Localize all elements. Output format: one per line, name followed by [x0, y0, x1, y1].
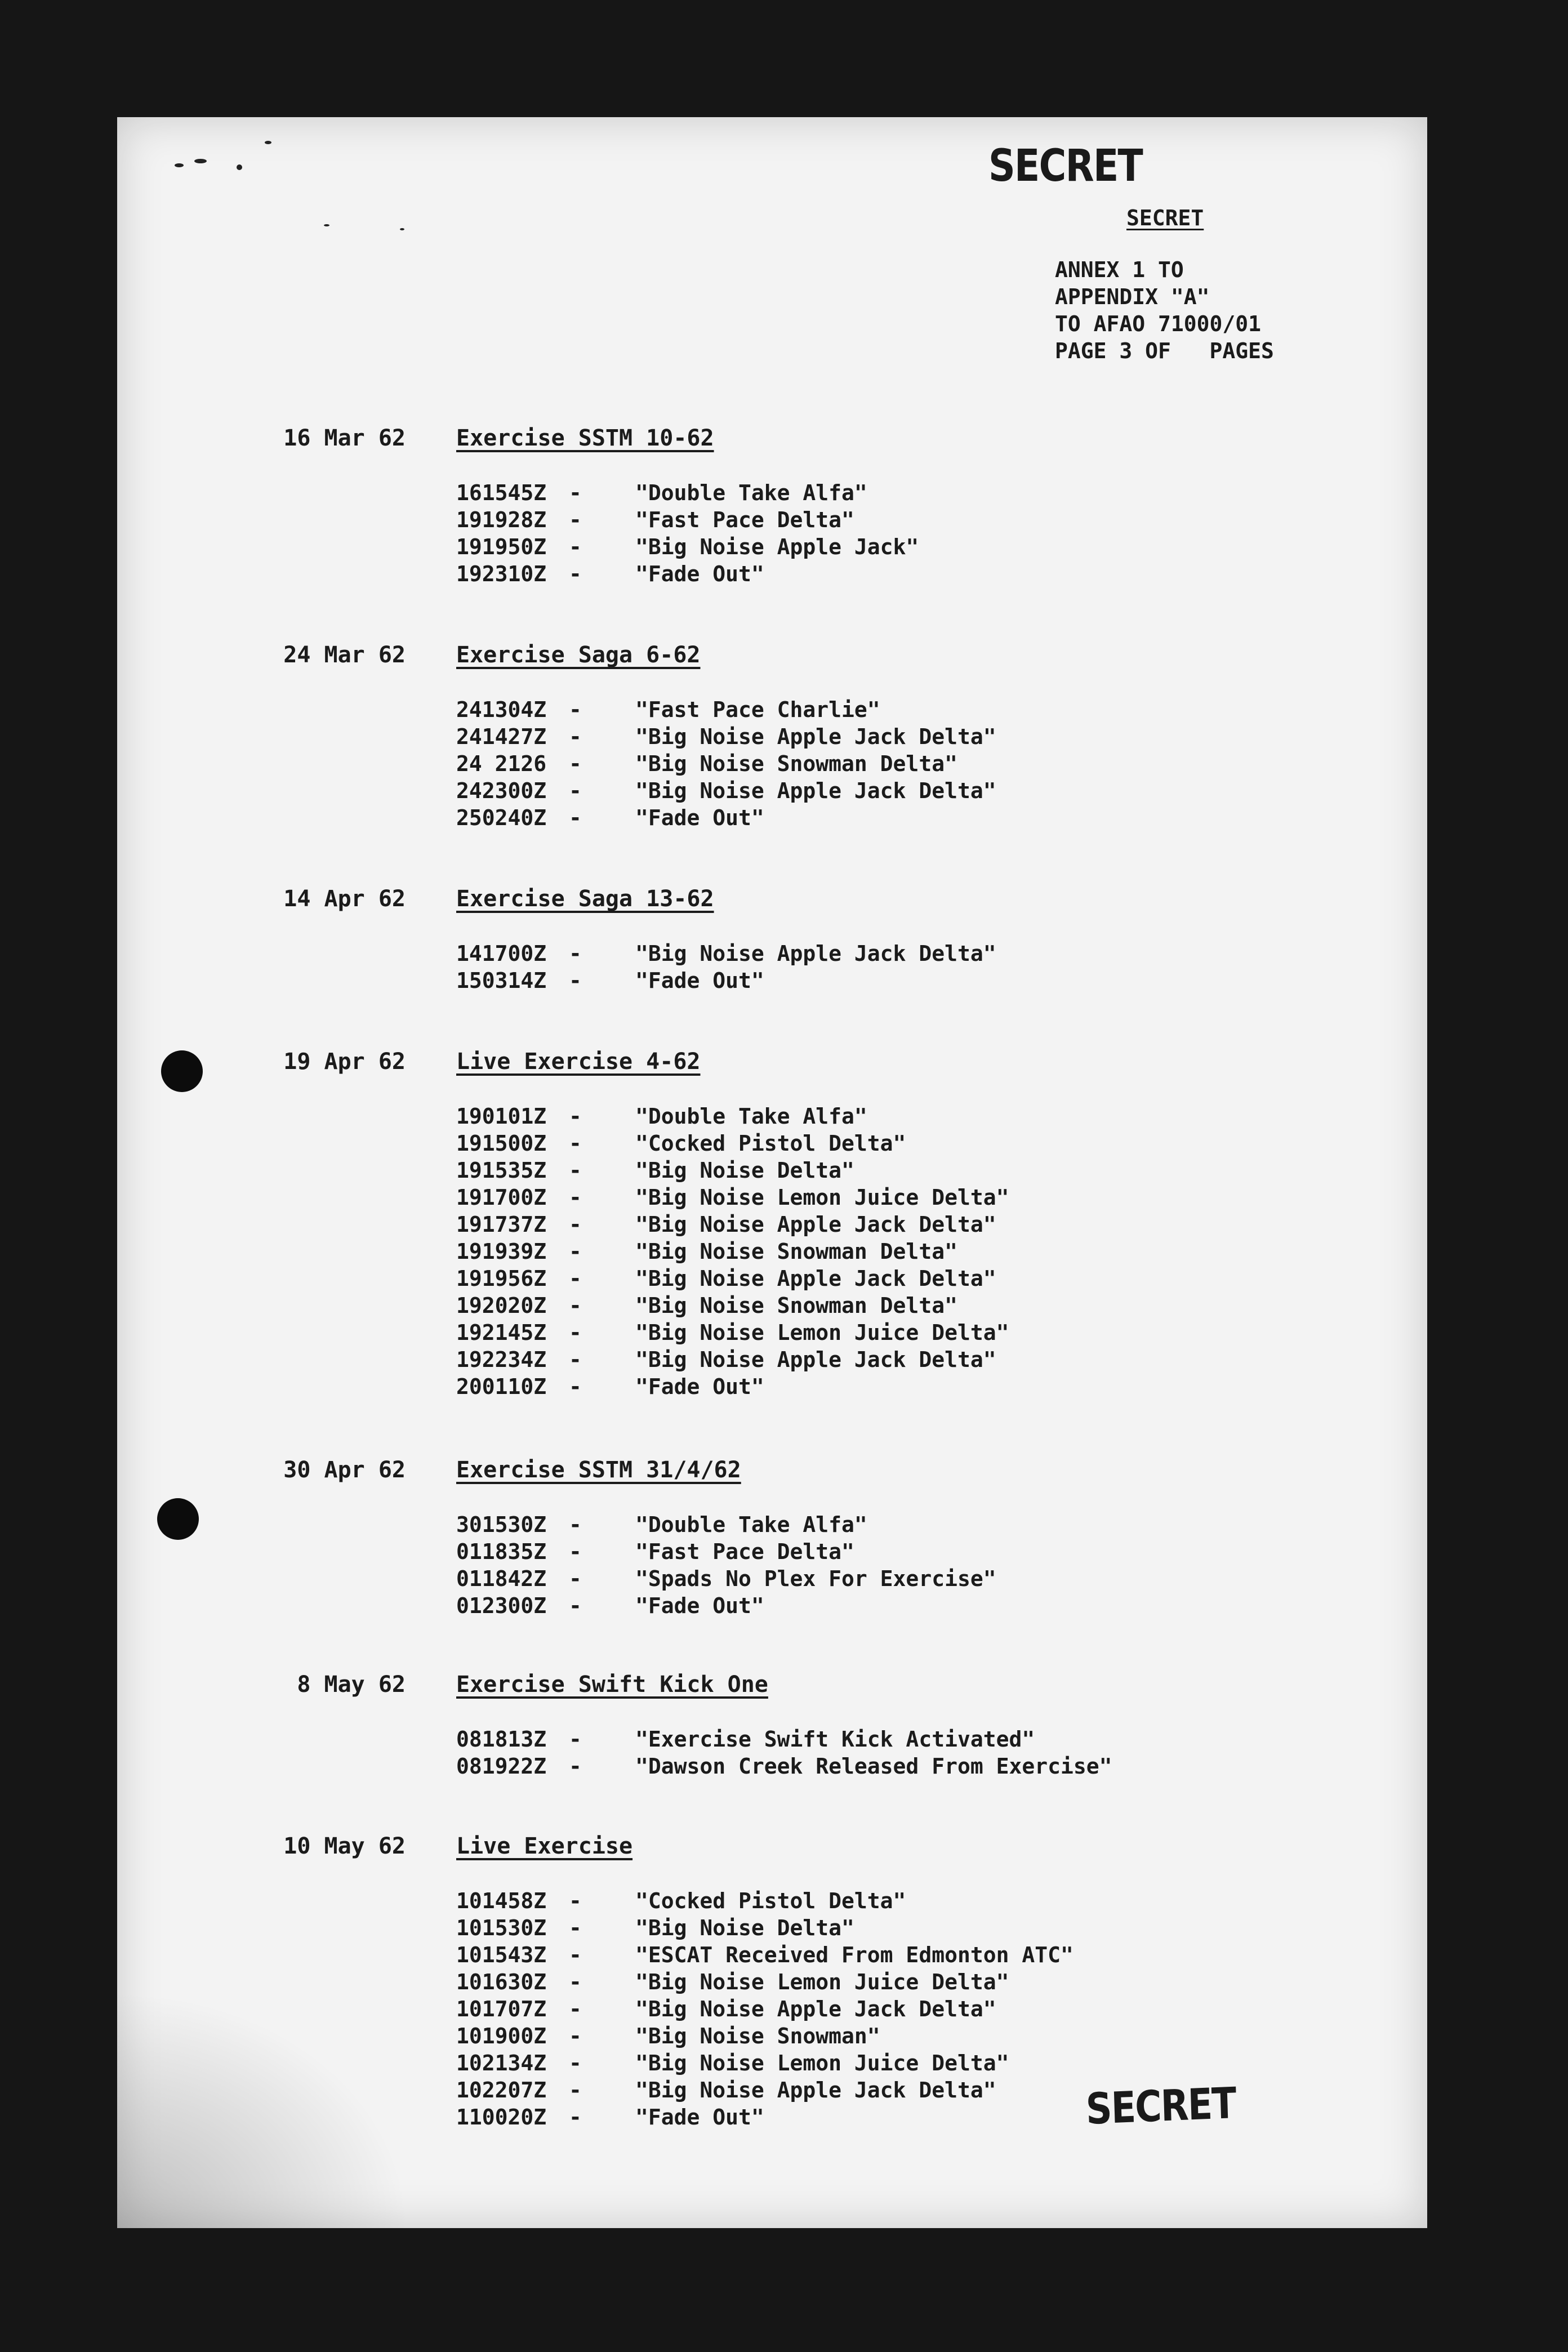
log-time: 191950Z: [456, 534, 547, 559]
annex-line: APPENDIX "A": [1055, 284, 1210, 309]
log-message: "Fade Out": [635, 2105, 764, 2130]
log-dash: -: [569, 1997, 582, 2021]
log-dash: -: [569, 968, 582, 993]
punch-hole-upper: [161, 1050, 203, 1092]
log-message: "Double Take Alfa": [635, 1512, 867, 1537]
log-dash: -: [569, 1512, 582, 1537]
log-dash: -: [569, 2051, 582, 2075]
entry-title: Exercise SSTM 31/4/62: [456, 1457, 741, 1483]
log-message: "Big Noise Snowman": [635, 2024, 880, 2048]
log-dash: -: [569, 1212, 582, 1237]
log-message: "Big Noise Apple Jack Delta": [635, 778, 996, 803]
log-message: "Fade Out": [635, 562, 764, 586]
entry-title: Live Exercise 4-62: [456, 1049, 701, 1075]
log-message: "Big Noise Lemon Juice Delta": [635, 2051, 1009, 2075]
log-message: "Big Noise Lemon Juice Delta": [635, 1185, 1009, 1210]
log-time: 101707Z: [456, 1997, 547, 2021]
ink-speck: [400, 228, 404, 230]
log-message: "Big Noise Apple Jack Delta": [635, 2078, 996, 2102]
log-time: 110020Z: [456, 2105, 547, 2130]
entry-date: 14 Apr 62: [283, 886, 406, 912]
log-message: "Fast Pace Delta": [635, 1539, 854, 1564]
log-message: "Big Noise Apple Jack Delta": [635, 1212, 996, 1237]
entry-date: 10 May 62: [283, 1833, 406, 1859]
log-message: "Double Take Alfa": [635, 1104, 867, 1129]
log-time: 24 2126: [456, 751, 547, 776]
log-time: 192234Z: [456, 1347, 547, 1372]
log-time: 301530Z: [456, 1512, 547, 1537]
log-time: 101458Z: [456, 1888, 547, 1913]
ink-speck: [175, 163, 184, 167]
log-time: 011835Z: [456, 1539, 547, 1564]
classification-label: SECRET: [1126, 206, 1204, 230]
ink-speck: [237, 164, 242, 170]
log-time: 081813Z: [456, 1727, 547, 1752]
log-dash: -: [569, 1104, 582, 1129]
log-time: 161545Z: [456, 480, 547, 505]
log-message: "Big Noise Snowman Delta": [635, 751, 957, 776]
entry-date: 19 Apr 62: [283, 1049, 406, 1075]
log-time: 101530Z: [456, 1916, 547, 1940]
log-dash: -: [569, 1593, 582, 1618]
log-time: 191956Z: [456, 1266, 547, 1291]
log-dash: -: [569, 697, 582, 722]
log-dash: -: [569, 1754, 582, 1779]
log-dash: -: [569, 1185, 582, 1210]
log-message: "Fade Out": [635, 805, 764, 830]
annex-line: TO AFAO 71000/01: [1055, 311, 1262, 336]
log-dash: -: [569, 1888, 582, 1913]
log-dash: -: [569, 1131, 582, 1156]
log-time: 242300Z: [456, 778, 547, 803]
log-dash: -: [569, 2105, 582, 2130]
entry-title: Exercise SSTM 10-62: [456, 425, 714, 451]
secret-stamp-bottom: SECRET: [1085, 2078, 1236, 2134]
log-dash: -: [569, 2024, 582, 2048]
log-dash: -: [569, 805, 582, 830]
log-message: "Big Noise Lemon Juice Delta": [635, 1970, 1009, 1994]
secret-stamp-top: SECRET: [988, 141, 1143, 191]
log-dash: -: [569, 724, 582, 749]
log-message: "Big Noise Snowman Delta": [635, 1293, 957, 1318]
log-time: 241304Z: [456, 697, 547, 722]
log-dash: -: [569, 1347, 582, 1372]
entry-date: 24 Mar 62: [283, 642, 406, 668]
log-time: 191939Z: [456, 1239, 547, 1264]
log-message: "Big Noise Apple Jack Delta": [635, 1266, 996, 1291]
log-message: "Cocked Pistol Delta": [635, 1131, 906, 1156]
log-time: 101543Z: [456, 1943, 547, 1967]
annex-reference: [1055, 256, 1274, 364]
log-dash: -: [569, 1943, 582, 1967]
log-time: 191700Z: [456, 1185, 547, 1210]
log-message: "Big Noise Apple Jack Delta": [635, 1347, 996, 1372]
log-dash: -: [569, 562, 582, 586]
log-dash: -: [569, 1727, 582, 1752]
entry-title: Exercise Saga 13-62: [456, 886, 714, 912]
log-dash: -: [569, 1916, 582, 1940]
log-dash: -: [569, 751, 582, 776]
log-time: 102207Z: [456, 2078, 547, 2102]
log-time: 191535Z: [456, 1158, 547, 1183]
log-dash: -: [569, 2078, 582, 2102]
log-message: "Dawson Creek Released From Exercise": [635, 1754, 1112, 1779]
log-dash: -: [569, 1539, 582, 1564]
entry-date: 8 May 62: [297, 1672, 406, 1698]
log-message: "Spads No Plex For Exercise": [635, 1566, 996, 1591]
log-message: "Big Noise Delta": [635, 1916, 854, 1940]
log-message: "Big Noise Delta": [635, 1158, 854, 1183]
log-time: 241427Z: [456, 724, 547, 749]
entry-title: Live Exercise: [456, 1833, 633, 1859]
log-time: 011842Z: [456, 1566, 547, 1591]
log-message: "Big Noise Apple Jack": [635, 534, 919, 559]
log-dash: -: [569, 1239, 582, 1264]
log-time: 191737Z: [456, 1212, 547, 1237]
log-message: "Fast Pace Delta": [635, 507, 854, 532]
log-time: 191928Z: [456, 507, 547, 532]
log-time: 192310Z: [456, 562, 547, 586]
annex-line: ANNEX 1 TO: [1055, 257, 1184, 282]
log-time: 200110Z: [456, 1374, 547, 1399]
ink-speck: [265, 141, 271, 144]
log-dash: -: [569, 1320, 582, 1345]
log-time: 191500Z: [456, 1131, 547, 1156]
log-time: 150314Z: [456, 968, 547, 993]
log-dash: -: [569, 534, 582, 559]
log-message: "Fade Out": [635, 1374, 764, 1399]
log-message: "Big Noise Apple Jack Delta": [635, 941, 996, 966]
log-time: 081922Z: [456, 1754, 547, 1779]
log-dash: -: [569, 941, 582, 966]
entry-date: 30 Apr 62: [283, 1457, 406, 1483]
log-dash: -: [569, 1158, 582, 1183]
ink-speck: [194, 159, 207, 163]
punch-hole-lower: [157, 1498, 199, 1540]
log-dash: -: [569, 1293, 582, 1318]
log-time: 192145Z: [456, 1320, 547, 1345]
log-message: "Fast Pace Charlie": [635, 697, 880, 722]
log-dash: -: [569, 1970, 582, 1994]
log-time: 102134Z: [456, 2051, 547, 2075]
log-time: 141700Z: [456, 941, 547, 966]
log-message: "Cocked Pistol Delta": [635, 1888, 906, 1913]
log-dash: -: [569, 1566, 582, 1591]
log-time: 012300Z: [456, 1593, 547, 1618]
log-message: "Big Noise Apple Jack Delta": [635, 724, 996, 749]
log-message: "Big Noise Lemon Juice Delta": [635, 1320, 1009, 1345]
log-dash: -: [569, 778, 582, 803]
annex-line: PAGE 3 OF PAGES: [1055, 338, 1274, 363]
log-time: 190101Z: [456, 1104, 547, 1129]
log-time: 101900Z: [456, 2024, 547, 2048]
log-message: "Big Noise Apple Jack Delta": [635, 1997, 996, 2021]
log-message: "ESCAT Received From Edmonton ATC": [635, 1943, 1073, 1967]
entry-title: Exercise Saga 6-62: [456, 642, 701, 668]
log-message: "Exercise Swift Kick Activated": [635, 1727, 1035, 1752]
entry-title: Exercise Swift Kick One: [456, 1672, 768, 1698]
log-dash: -: [569, 480, 582, 505]
log-time: 250240Z: [456, 805, 547, 830]
log-message: "Big Noise Snowman Delta": [635, 1239, 957, 1264]
log-message: "Fade Out": [635, 1593, 764, 1618]
log-dash: -: [569, 507, 582, 532]
log-message: "Fade Out": [635, 968, 764, 993]
log-dash: -: [569, 1374, 582, 1399]
log-time: 101630Z: [456, 1970, 547, 1994]
log-time: 192020Z: [456, 1293, 547, 1318]
log-message: "Double Take Alfa": [635, 480, 867, 505]
entry-date: 16 Mar 62: [283, 425, 406, 451]
log-dash: -: [569, 1266, 582, 1291]
ink-speck: [324, 224, 329, 226]
